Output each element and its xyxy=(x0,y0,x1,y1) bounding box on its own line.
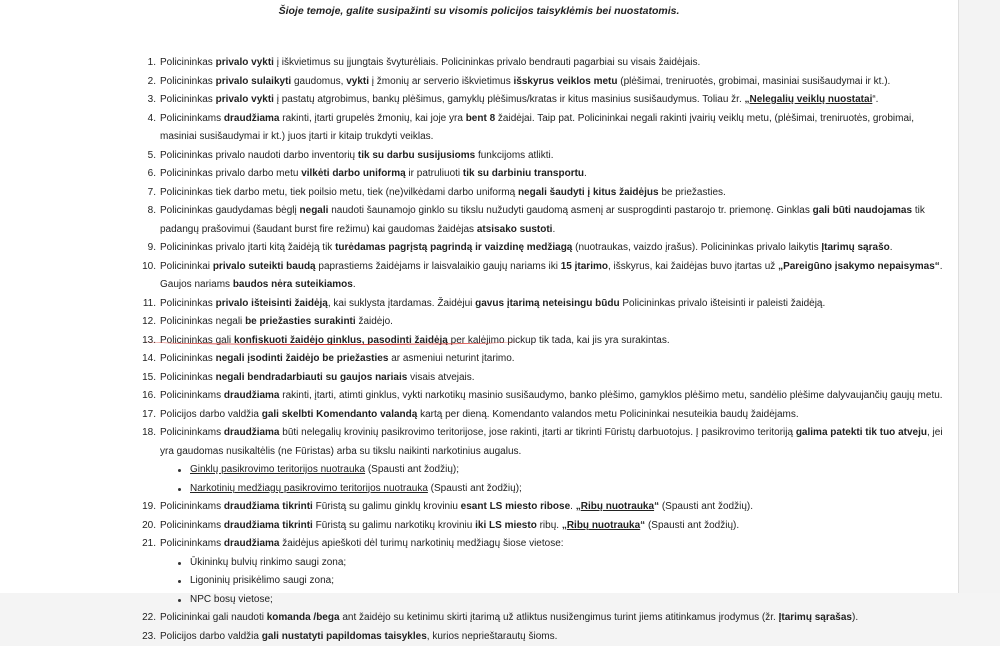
rule-text: kartą per dieną. Komendanto valandos metu Policininkai nesuteikia baudų žaidėjams. xyxy=(417,409,798,420)
rule-text: Policininkas privalo išteisinti ir paleisti žaidėją. xyxy=(620,298,826,309)
rule-text: visais atvejais. xyxy=(407,372,474,383)
rule-text: Policininkas xyxy=(160,94,216,105)
rule-text: žaidėjo. xyxy=(356,316,393,327)
bold-text: „ xyxy=(745,94,750,105)
rule-item xyxy=(160,239,945,258)
rule-item xyxy=(160,387,945,406)
bold-text: vilkėti darbo uniformą xyxy=(301,168,405,179)
rule-text: Policijos darbo valdžia xyxy=(160,631,262,642)
rule-subitem xyxy=(190,591,945,610)
rule-text: (Spausti ant žodžių); xyxy=(365,464,459,475)
bold-text: draudžiama xyxy=(224,538,280,549)
rule-text: (Spausti ant žodžių); xyxy=(428,483,522,494)
rule-item xyxy=(160,202,945,239)
rule-item xyxy=(160,628,945,646)
rule-number: 8. xyxy=(134,202,156,221)
rule-link[interactable]: Narkotinių medžiagų pasikrovimo teritorijos nuotrauka xyxy=(190,483,428,494)
rule-item xyxy=(160,165,945,184)
bold-text: gali nustatyti papildomas taisykles xyxy=(262,631,427,642)
rule-text: gaudomus, xyxy=(291,76,346,87)
bold-text: komanda /bega xyxy=(267,612,340,623)
rule-item xyxy=(160,535,945,609)
rule-text: NPC bosų vietose; xyxy=(190,594,273,605)
bold-text: negali šaudyti į kitus žaidėjus xyxy=(518,187,659,198)
rule-text: rakinti, įtarti, atimti ginklus, vykti narkotikų masinio susišaudymo, banko plėšimo, gamyklos plėšimo metu, sandėlio plėšime dalyvaujančių gaujų metu. xyxy=(280,390,943,401)
rule-text: Policininkams xyxy=(160,520,224,531)
rule-text: Policininkas tiek darbo metu, tiek poilsio metu, tiek (ne)vilkėdami darbo uniformą xyxy=(160,187,518,198)
bold-text: draudžiama xyxy=(224,113,280,124)
rule-sublist xyxy=(160,554,945,610)
rule-text: Policininkas privalo naudoti darbo inventorių xyxy=(160,150,358,161)
rule-text: “. xyxy=(872,94,878,105)
rule-item xyxy=(160,406,945,425)
rule-text: Policininkas xyxy=(160,298,216,309)
rule-number: 10. xyxy=(134,258,156,277)
rule-number: 2. xyxy=(134,73,156,92)
rule-text: . xyxy=(584,168,587,179)
bold-text: iki LS miesto xyxy=(475,520,537,531)
bold-text: atsisako sustoti xyxy=(477,224,553,235)
rule-subitem xyxy=(190,572,945,591)
rule-text: . xyxy=(890,242,893,253)
rule-subitem xyxy=(190,480,945,499)
rule-text: , kurios neprieštarautų šioms. xyxy=(427,631,558,642)
rule-item xyxy=(160,350,945,369)
bold-text: bent 8 xyxy=(466,113,495,124)
rule-text: (nuotraukas, vaizdo įrašus). Policininkas privalo laikytis xyxy=(572,242,821,253)
rule-text: Policininkas gali xyxy=(160,335,234,346)
rule-sublist xyxy=(160,461,945,498)
rule-number: 22. xyxy=(134,609,156,628)
rule-item xyxy=(160,91,945,110)
bold-text: privalo sulaikyti xyxy=(216,76,292,87)
rule-text: Policininkams xyxy=(160,113,224,124)
rule-item xyxy=(160,184,945,203)
bold-text: draudžiama xyxy=(224,390,280,401)
rule-link[interactable]: Ginklų pasikrovimo teritorijos nuotrauka xyxy=(190,464,365,475)
rule-item xyxy=(160,147,945,166)
bold-text: negali xyxy=(300,205,329,216)
rule-text: Fūristą su galimu narkotikų kroviniu xyxy=(313,520,475,531)
red-underline-annotation xyxy=(145,338,517,345)
rule-text: Policininkams xyxy=(160,390,224,401)
rule-text: žaidėjai. Taip pat. Policininkai negali rakinti įvairių veiklų metu, (plėšimai, treniruotės, grobimai, masiniai susišaudymai ir kt.) juos įtarti ir kitaip trukdyti veiklas. xyxy=(160,113,914,143)
bold-text: privalo vykti xyxy=(216,57,274,68)
right-scroll-panel[interactable] xyxy=(958,0,1000,593)
rule-number: 18. xyxy=(134,424,156,443)
bold-text: gali būti naudojamas xyxy=(813,205,912,216)
rule-subitem xyxy=(190,461,945,480)
bold-text: draudžiama tikrinti xyxy=(224,501,313,512)
bold-text: negali įsodinti žaidėjo be priežasties xyxy=(216,353,389,364)
bold-text: išskyrus veiklos metu xyxy=(514,76,618,87)
bold-text: baudos nėra suteikiamos xyxy=(233,279,353,290)
bold-text: privalo vykti xyxy=(216,94,274,105)
bold-text: privalo suteikti baudą xyxy=(213,261,316,272)
rule-number: 14. xyxy=(134,350,156,369)
rule-number: 5. xyxy=(134,147,156,166)
rule-number: 3. xyxy=(134,91,156,110)
rule-text: ribų. xyxy=(537,520,562,531)
rule-text: rakinti, įtarti grupelės žmonių, kai joje yra xyxy=(280,113,466,124)
rule-text: Policininkas privalo darbo metu xyxy=(160,168,301,179)
bold-text: 15 įtarimo xyxy=(561,261,608,272)
rule-text: , išskyrus, kai žaidėjas buvo įtartas už xyxy=(608,261,778,272)
bold-text: Įtarimų sąrašas xyxy=(779,612,852,623)
rule-text: Policininkams xyxy=(160,501,224,512)
rule-number: 23. xyxy=(134,628,156,646)
rule-number: 4. xyxy=(134,110,156,129)
rule-subitem xyxy=(190,554,945,573)
bold-text: „Pareigūno įsakymo nepaisymas“ xyxy=(778,261,940,272)
bold-text: gavus įtarimą neteisingu būdu xyxy=(475,298,619,309)
rule-link[interactable]: Ribų nuotrauka xyxy=(567,520,640,531)
bold-text: esant LS miesto ribose xyxy=(461,501,570,512)
rule-number: 15. xyxy=(134,369,156,388)
bold-text: “ xyxy=(654,501,659,512)
rule-text: Policininkas xyxy=(160,57,216,68)
rule-number: 21. xyxy=(134,535,156,554)
rule-text: Policininkas gaudydamas bėglį xyxy=(160,205,300,216)
bold-text: „ xyxy=(576,501,581,512)
rules-list xyxy=(160,54,945,646)
rule-text: ant žaidėjo su ketinimu skirti įtarimą už atliktus nusižengimus turint jiems atitinkamus įrodymus (žr. xyxy=(340,612,779,623)
rule-link[interactable]: Nelegalių veiklų nuostatai xyxy=(750,94,873,105)
bold-text: tik su darbiniu transportu xyxy=(463,168,584,179)
bold-text: be priežasties surakinti xyxy=(245,316,356,327)
rule-text: tik padangų prašovimui (šaudant burst fire režimu) kai gaudomas žaidėjas xyxy=(160,205,925,235)
intro-text: Šioje temoje, galite susipažinti su visomis policijos taisyklėmis bei nuostatomis. xyxy=(0,5,958,17)
bold-text: “ xyxy=(640,520,645,531)
rule-text: Policininkai xyxy=(160,261,213,272)
rule-text: Policininkai gali naudoti xyxy=(160,612,267,623)
rule-text: ). xyxy=(852,612,858,623)
rule-number: 1. xyxy=(134,54,156,73)
rule-text: be priežasties. xyxy=(659,187,726,198)
rule-text: Policininkas xyxy=(160,353,216,364)
bold-text: vykti xyxy=(346,76,369,87)
rule-item xyxy=(160,424,945,498)
rule-text: . Gaujos nariams xyxy=(160,261,943,291)
rule-text: Policininkams xyxy=(160,538,224,549)
rule-number: 17. xyxy=(134,406,156,425)
rule-text: žaidėjus apieškoti dėl turimų narkotinių medžiagų šiose vietose: xyxy=(280,538,564,549)
rule-item xyxy=(160,73,945,92)
rule-text: ar asmeniui neturint įtarimo. xyxy=(388,353,514,364)
rule-text: . xyxy=(570,501,576,512)
rule-item xyxy=(160,258,945,295)
rule-item xyxy=(160,295,945,314)
rule-number: 6. xyxy=(134,165,156,184)
rule-number: 19. xyxy=(134,498,156,517)
bold-text: Įtarimų sąrašo xyxy=(821,242,889,253)
bold-text: tik su darbu susijusioms xyxy=(358,150,475,161)
rule-text: . xyxy=(353,279,356,290)
rule-text: Policininkas xyxy=(160,76,216,87)
rule-text: , kai suklysta įtardamas. Žaidėjui xyxy=(328,298,475,309)
rule-text: Ligoninių prisikėlimo saugi zona; xyxy=(190,575,334,586)
rule-text: Policininkas xyxy=(160,372,216,383)
bold-text: draudžiama xyxy=(224,427,280,438)
bold-text: turėdamas pagrįstą pagrindą ir vaizdinę medžiagą xyxy=(335,242,572,253)
rule-item xyxy=(160,609,945,628)
bold-text: konfiskuoti žaidėjo ginklus, pasodinti žaidėją xyxy=(234,335,448,346)
rule-text: . xyxy=(552,224,555,235)
rule-text: (Spausti ant žodžių). xyxy=(659,501,753,512)
rule-text: į pastatų atgrobimus, bankų plėšimus, gamyklų plėšimus/kratas ir kitus masinius susišaudymus. Toliau žr. xyxy=(274,94,745,105)
bold-text: „ xyxy=(562,520,567,531)
bold-text: gali skelbti Komendanto valandą xyxy=(262,409,418,420)
rule-item xyxy=(160,110,945,147)
bold-text: galima patekti tik tuo atveju xyxy=(796,427,927,438)
rule-text: Ūkininkų bulvių rinkimo saugi zona; xyxy=(190,557,346,568)
rule-text: naudoti šaunamojo ginklo su tikslu nužudyti gaudomą asmenį ar susprogdinti pastarojo tr. priemonę. Ginklas xyxy=(328,205,812,216)
rule-text: funkcijoms atlikti. xyxy=(475,150,553,161)
bold-text: negali bendradarbiauti su gaujos nariais xyxy=(216,372,408,383)
rule-text: būti nelegalių krovinių pasikrovimo teritorijose, jose rakinti, įtarti ar tikrinti Fūristų darbuotojus. Į pasikrovimo teritoriją xyxy=(280,427,796,438)
rule-text: (plėšimai, treniruotės, grobimai, masiniai susišaudymai ir kt.). xyxy=(617,76,890,87)
rule-item xyxy=(160,54,945,73)
rule-number: 12. xyxy=(134,313,156,332)
bold-text: draudžiama tikrinti xyxy=(224,520,313,531)
rule-text: Policininkams xyxy=(160,427,224,438)
rule-text: ir patruliuoti xyxy=(406,168,463,179)
rule-text: per kalėjimo pickup tik tada, kai jis yra surakintas. xyxy=(448,335,670,346)
rule-text: Policininkas negali xyxy=(160,316,245,327)
rule-link[interactable]: Ribų nuotrauka xyxy=(581,501,654,512)
rule-text: (Spausti ant žodžių). xyxy=(645,520,739,531)
rule-text: į iškvietimus su įjungtais švyturėliais. Policininkas privalo bendrauti pagarbiai su visais žaidėjais. xyxy=(274,57,700,68)
rule-text: Fūristą su galimu ginklų kroviniu xyxy=(313,501,461,512)
rule-number: 13. xyxy=(134,332,156,351)
rule-number: 11. xyxy=(134,295,156,314)
rule-text: Policininkas privalo įtarti kitą žaidėją tik xyxy=(160,242,335,253)
rule-text: į žmonių ar serverio iškvietimus xyxy=(369,76,513,87)
rule-number: 20. xyxy=(134,517,156,536)
rule-text: Policijos darbo valdžia xyxy=(160,409,262,420)
rule-item xyxy=(160,498,945,517)
rule-number: 9. xyxy=(134,239,156,258)
rule-text: , jei yra gaudomas nusikaltėlis (ne Fūristas) arba su tikslu naikinti narkotinius augalus. xyxy=(160,427,943,457)
bold-text: privalo išteisinti žaidėją xyxy=(216,298,328,309)
rule-number: 7. xyxy=(134,184,156,203)
rule-number: 16. xyxy=(134,387,156,406)
rule-text: paprastiems žaidėjams ir laisvalaikio gaujų nariams iki xyxy=(316,261,561,272)
rule-item xyxy=(160,517,945,536)
rule-item xyxy=(160,369,945,388)
rule-item xyxy=(160,313,945,332)
